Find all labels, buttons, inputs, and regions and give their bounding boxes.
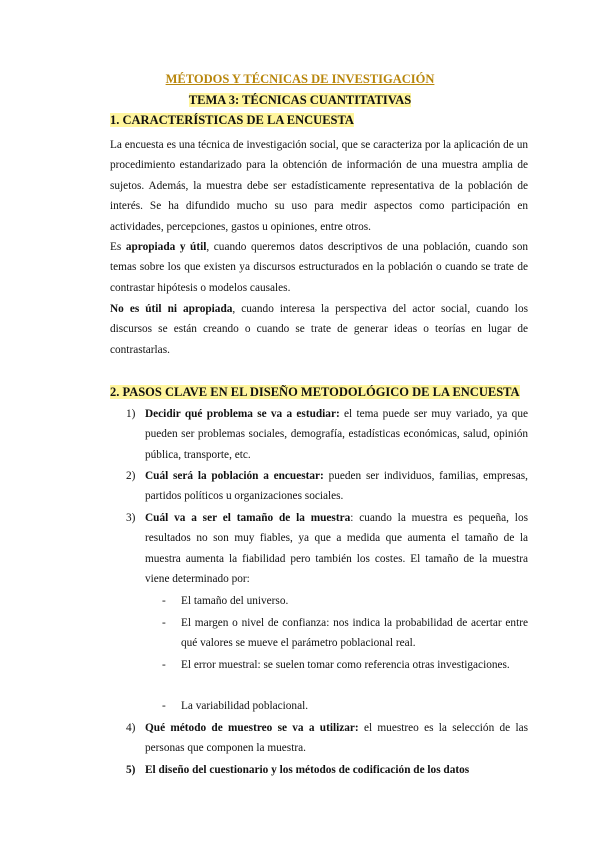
sub-list-item: El margen o nivel de confianza: nos indica la probabilidad de acertar entre qué valores se mueve el parámetro poblacional real. — [181, 617, 528, 650]
dash-bullet: - — [162, 700, 166, 712]
dash-bullet: - — [162, 617, 166, 629]
dash-bullet: - — [162, 659, 166, 671]
section2-heading: 2. PASOS CLAVE EN EL DISEÑO METODOLÓGICO DE LA ENCUESTA — [110, 385, 520, 399]
course-title: MÉTODOS Y TÉCNICAS DE INVESTIGACIÓN — [165, 72, 435, 86]
list-item-number: 5) — [126, 764, 136, 776]
dash-bullet: - — [162, 595, 166, 607]
topic-title: TEMA 3: TÉCNICAS CUANTITATIVAS — [188, 93, 412, 107]
sub-list-item: La variabilidad poblacional. — [181, 700, 309, 712]
section1-heading: 1. CARACTERÍSTICAS DE LA ENCUESTA — [110, 113, 354, 127]
list-item: Qué método de muestreo se va a utilizar: el muestreo es la selección de las personas que componen la muestra. — [145, 722, 528, 755]
list-item: Decidir qué problema se va a estudiar: el tema puede ser muy variado, ya que pueden ser problemas sociales, demografía, estadísticas económicas, salud, opinión pública, transporte, etc. — [145, 408, 528, 461]
list-item-number: 2) — [126, 470, 136, 482]
list-item-number: 4) — [126, 722, 136, 734]
sub-list-item: El tamaño del universo. — [181, 595, 289, 607]
list-item: El diseño del cuestionario y los métodos de codificación de los datos — [145, 764, 470, 776]
list-item: Cuál será la población a encuestar: pueden ser individuos, familias, empresas, partidos políticos u organizaciones sociales. — [145, 470, 528, 503]
section1-paragraph3: No es útil ni apropiada, cuando interesa la perspectiva del actor social, cuando los discursos se están creando o cuando se trate de generar ideas o teorías en lugar de contrastarlas. — [110, 303, 528, 356]
section1-paragraph2: Es apropiada y útil, cuando queremos datos descriptivos de una población, cuando son temas sobre los que existen ya discursos estructurados en la población o cuando se trate de contrastar hipótesis o modelos causales. — [110, 241, 528, 294]
section1-paragraph1: La encuesta es una técnica de investigación social, que se caracteriza por la aplicación de un procedimiento estandarizado para la obtención de información de una muestra amplia de sujetos. Además, la muestra debe ser estadísticamente representativa de la población de interés. Se ha difundido mucho su uso para medir aspectos como participación en actividades, percepciones, gastos u opiniones, entre otros. — [110, 139, 528, 233]
list-item-number: 1) — [126, 408, 136, 420]
sub-list-item: El error muestral: se suelen tomar como referencia otras investigaciones. — [181, 659, 510, 671]
list-item-number: 3) — [126, 512, 136, 524]
list-item: Cuál va a ser el tamaño de la muestra: cuando la muestra es pequeña, los resultados no son muy fiables, ya que a medida que aumenta el tamaño de la muestra aumenta la fiabilidad pero también los costes. El tamaño de la muestra viene determinado por: — [145, 512, 528, 586]
